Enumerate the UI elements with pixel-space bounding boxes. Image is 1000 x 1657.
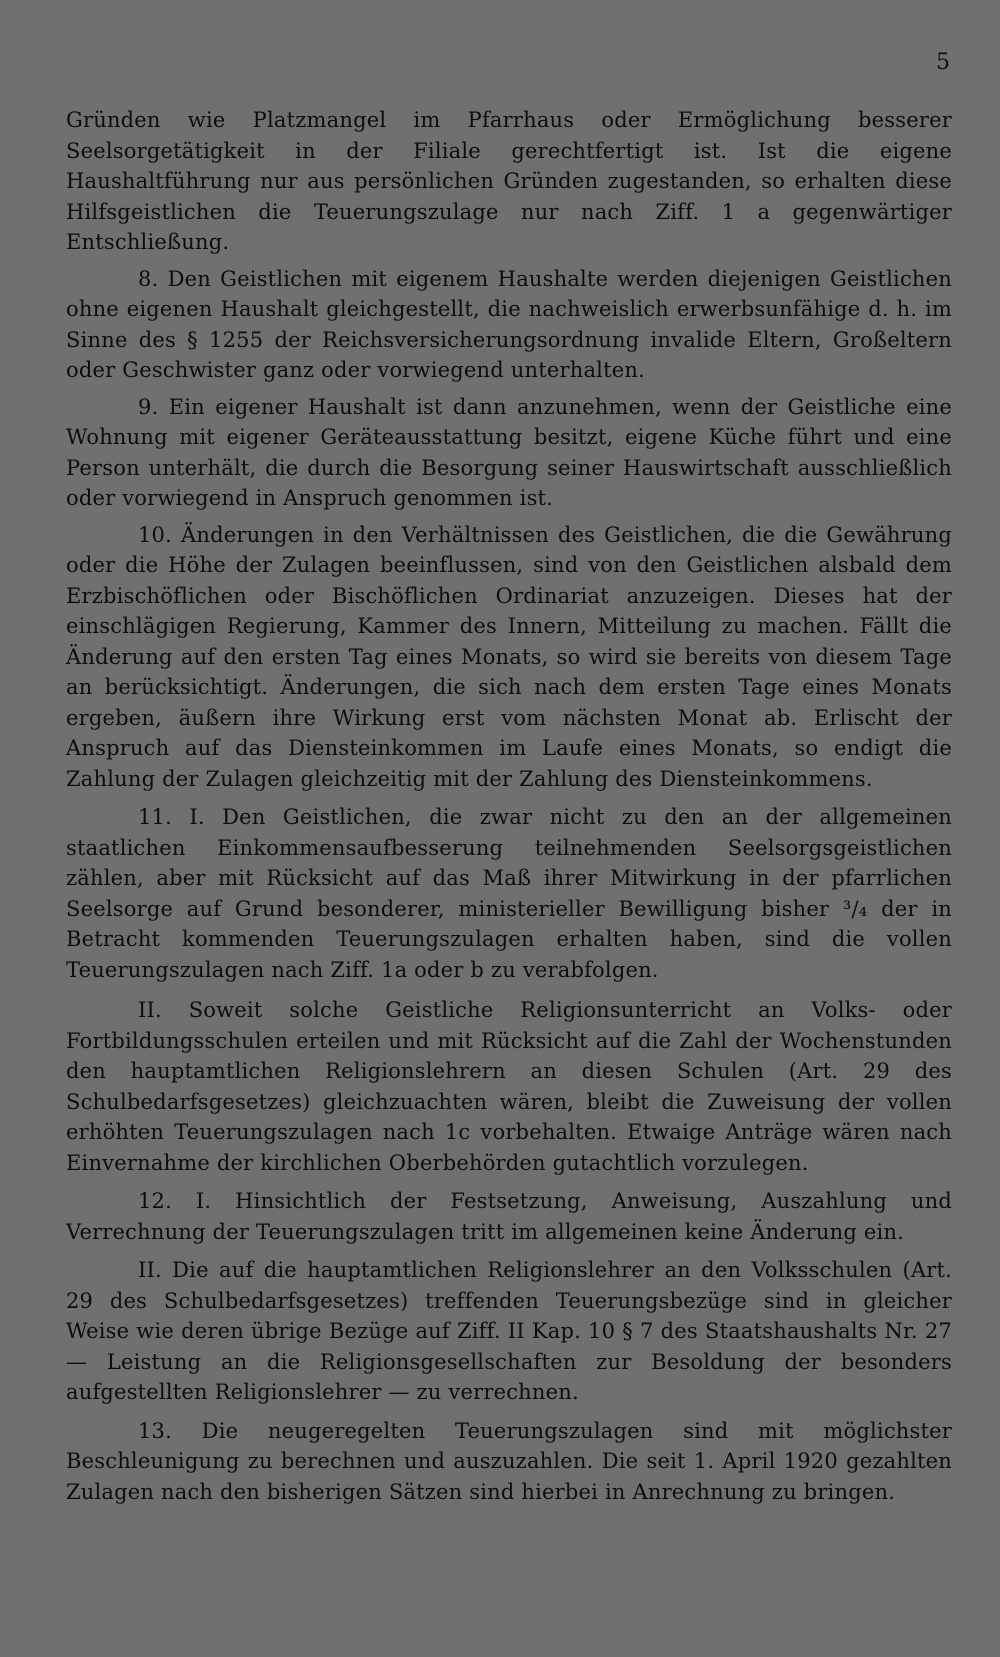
paragraph-section-12-ii: II. Die auf die hauptamtlichen Religionslehrer an den Volksschulen (Art. 29 des Schulbedarfsgesetzes) treffenden Teuerungsbezüge sind in gleicher Weise wie deren übrige Bezüge auf Ziff. II Kap. 10 § 7 des Staatshaushalts Nr. 27 — Leistung an die Religionsgesellschaften zur Besoldung der besonders aufgestellten Religionslehrer — zu verrechnen. [66,1258,952,1404]
body-text [66,105,952,1507]
page-number: 5 [936,50,950,75]
paragraph-section-11-ii: II. Soweit solche Geistliche Religionsunterricht an Volks- oder Fortbildungsschulen erteilen und mit Rücksicht auf die Zahl der Wochenstunden den hauptamtlichen Religionslehrern an diesen Schulen (Art. 29 des Schulbedarfsgesetzes) gleichzuachten wären, bleibt die Zuweisung der vollen erhöhten Teuerungszulagen nach 1c vorbehalten. Etwaige Anträge wären nach Einvernahme der kirchlichen Oberbehörden gutachtlich vorzulegen. [66,998,952,1175]
paragraph-section-9: 9. Ein eigener Haushalt ist dann anzunehmen, wenn der Geistliche eine Wohnung mit eigener Geräteausstattung besitzt, eigene Küche führt und eine Person unterhält, die durch die Besorgung seiner Hauswirtschaft ausschließlich oder vorwiegend in Anspruch genommen ist. [66,394,952,510]
paragraph-section-8: 8. Den Geistlichen mit eigenem Haushalte werden diejenigen Geistlichen ohne eigenen Haushalt gleichgestellt, die nachweislich erwerbsunfähige d. h. im Sinne des § 1255 der Reichsversicherungsordnung invalide Eltern, Großeltern oder Geschwister ganz oder vorwiegend unterhalten. [66,266,952,382]
paragraph-section-11-i: 11. I. Den Geistlichen, die zwar nicht zu den an der allgemeinen staatlichen Einkommensaufbesserung teilnehmenden Seelsorgsgeistlichen zählen, aber mit Rücksicht auf das Maß ihrer Mitwirkung in der pfarrlichen Seelsorge auf Grund besonderer, ministerieller Bewilligung bisher ³/₄ der in Betracht kommenden Teuerungszulagen erhalten haben, sind die vollen Teuerungszulagen nach Ziff. 1a oder b zu verabfolgen. [66,805,952,982]
paragraph-continuation: Gründen wie Platzmangel im Pfarrhaus oder Ermöglichung besserer Seelsorgetätigkeit in der Filiale gerechtfertigt ist. Ist die eigene Haushaltführung nur aus persönlichen Gründen zugestanden, so erhalten diese Hilfsgeistlichen die Teuerungszulage nur nach Ziff. 1 a gegenwärtiger Entschließung. [66,108,952,254]
paragraph-section-13: 13. Die neugeregelten Teuerungszulagen sind mit möglichster Beschleunigung zu berechnen und auszuzahlen. Die seit 1. April 1920 gezahlten Zulagen nach den bisherigen Sätzen sind hierbei in Anrechnung zu bringen. [66,1418,952,1504]
paragraph-section-12-i: 12. I. Hinsichtlich der Festsetzung, Anweisung, Auszahlung und Verrechnung der Teuerungszulagen tritt im allgemeinen keine Änderung ein. [66,1189,952,1244]
paragraph-section-10: 10. Änderungen in den Verhältnissen des Geistlichen, die die Gewährung oder die Höhe der Zulagen beeinflussen, sind von den Geistlichen alsbald dem Erzbischöflichen oder Bischöflichen Ordinariat anzuzeigen. Dieses hat der einschlägigen Regierung, Kammer des Innern, Mitteilung zu machen. Fällt die Änderung auf den ersten Tag eines Monats, so wird sie bereits von diesem Tage an berücksichtigt. Änderungen, die sich nach dem ersten Tage eines Monats ergeben, äußern ihre Wirkung erst vom nächsten Monat ab. Erlischt der Anspruch auf das Diensteinkommen im Laufe eines Monats, so endigt die Zahlung der Zulagen gleichzeitig mit der Zahlung des Diensteinkommens. [66,522,952,791]
